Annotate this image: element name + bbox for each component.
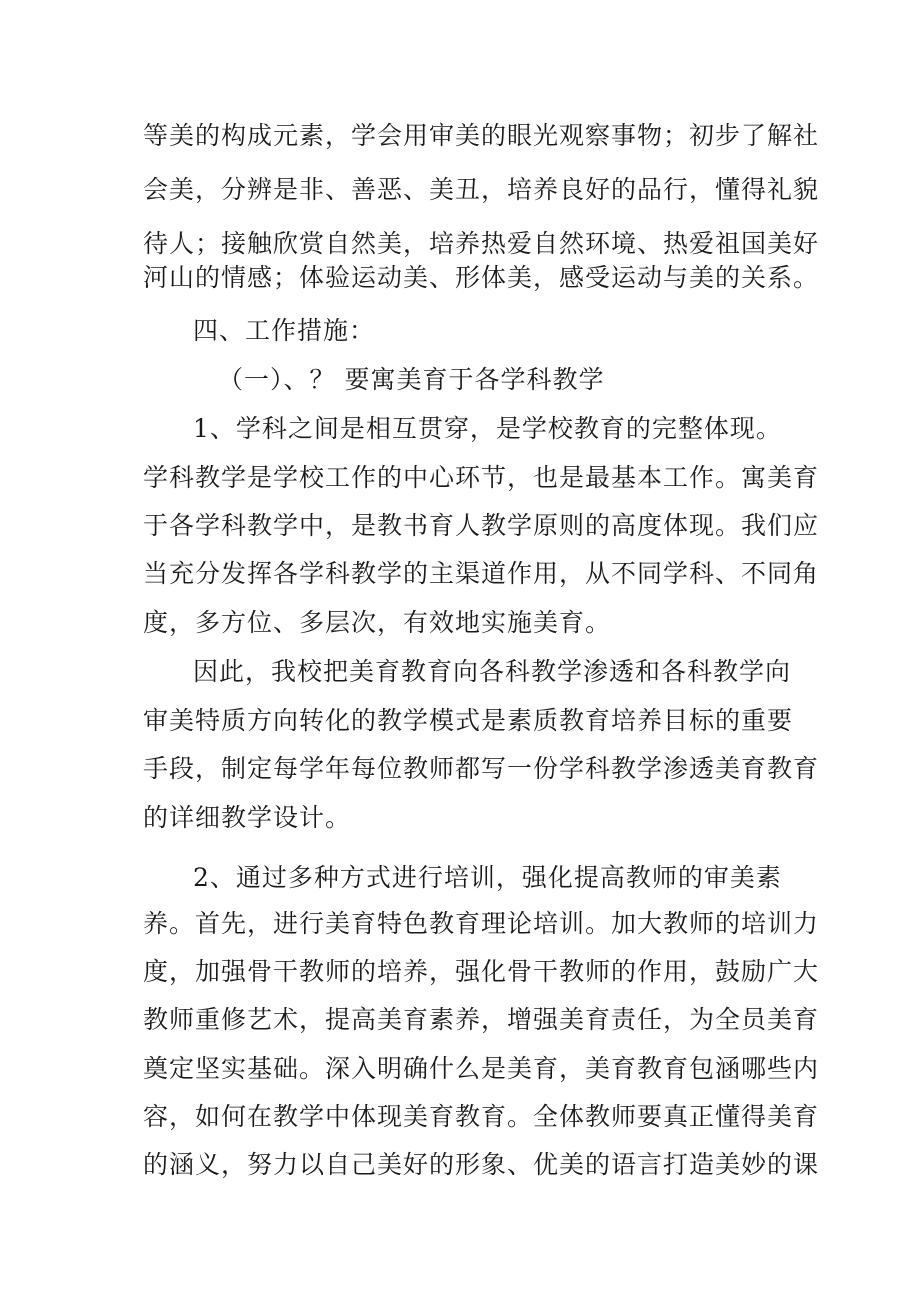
text-line: 手段，制定每学年每位教师都写一份学科教学渗透美育教育 xyxy=(143,754,820,783)
text-line: 2、通过多种方式进行培训，强化提高教师的审美素 xyxy=(193,863,782,892)
text-line: 当充分发挥各学科教学的主渠道作用，从不同学科、不同角 xyxy=(143,559,820,588)
text-line: 养。首先，进行美育特色教育理论培训。加大教师的培训力 xyxy=(143,909,820,938)
section-heading: 四、工作措施： xyxy=(193,316,376,345)
text-line: 于各学科教学中，是教书育人教学原则的高度体现。我们应 xyxy=(143,511,820,540)
text-line: 教师重修艺术，提高美育素养，增强美育责任，为全员美育 xyxy=(143,1005,820,1034)
text-line: 审美特质方向转化的教学模式是素质教育培养目标的重要 xyxy=(143,706,794,735)
text-line: 容，如何在教学中体现美育教育。全体教师要真正懂得美育 xyxy=(143,1102,820,1131)
text-line: 奠定坚实基础。深入明确什么是美育，美育教育包涵哪些内 xyxy=(143,1054,820,1083)
text-line: 度，多方位、多层次，有效地实施美育。 xyxy=(143,608,612,637)
text-line: 待人；接触欣赏自然美，培养热爱自然环境、热爱祖国美好 xyxy=(143,229,820,258)
text-line: 学科教学是学校工作的中心环节，也是最基本工作。寓美育 xyxy=(143,463,820,492)
text-line: 等美的构成元素，学会用审美的眼光观察事物；初步了解社 xyxy=(143,121,820,150)
subsection-heading: （一）、？ 要寓美育于各学科教学 xyxy=(218,365,605,394)
text-line: 河山的情感；体验运动美、形体美，感受运动与美的关系。 xyxy=(143,263,820,292)
text-line: 会美，分辨是非、善恶、美丑，培养良好的品行，懂得礼貌 xyxy=(143,175,820,204)
text-line: 的涵义，努力以自己美好的形象、优美的语言打造美妙的课 xyxy=(143,1150,820,1179)
text-line: 1、学科之间是相互贯穿，是学校教育的完整体现。 xyxy=(193,414,782,443)
text-line: 因此，我校把美育教育向各科教学渗透和各科教学向 xyxy=(193,657,792,686)
text-line: 度，加强骨干教师的培养，强化骨干教师的作用，鼓励广大 xyxy=(143,957,820,986)
text-line: 的详细教学设计。 xyxy=(143,803,352,832)
